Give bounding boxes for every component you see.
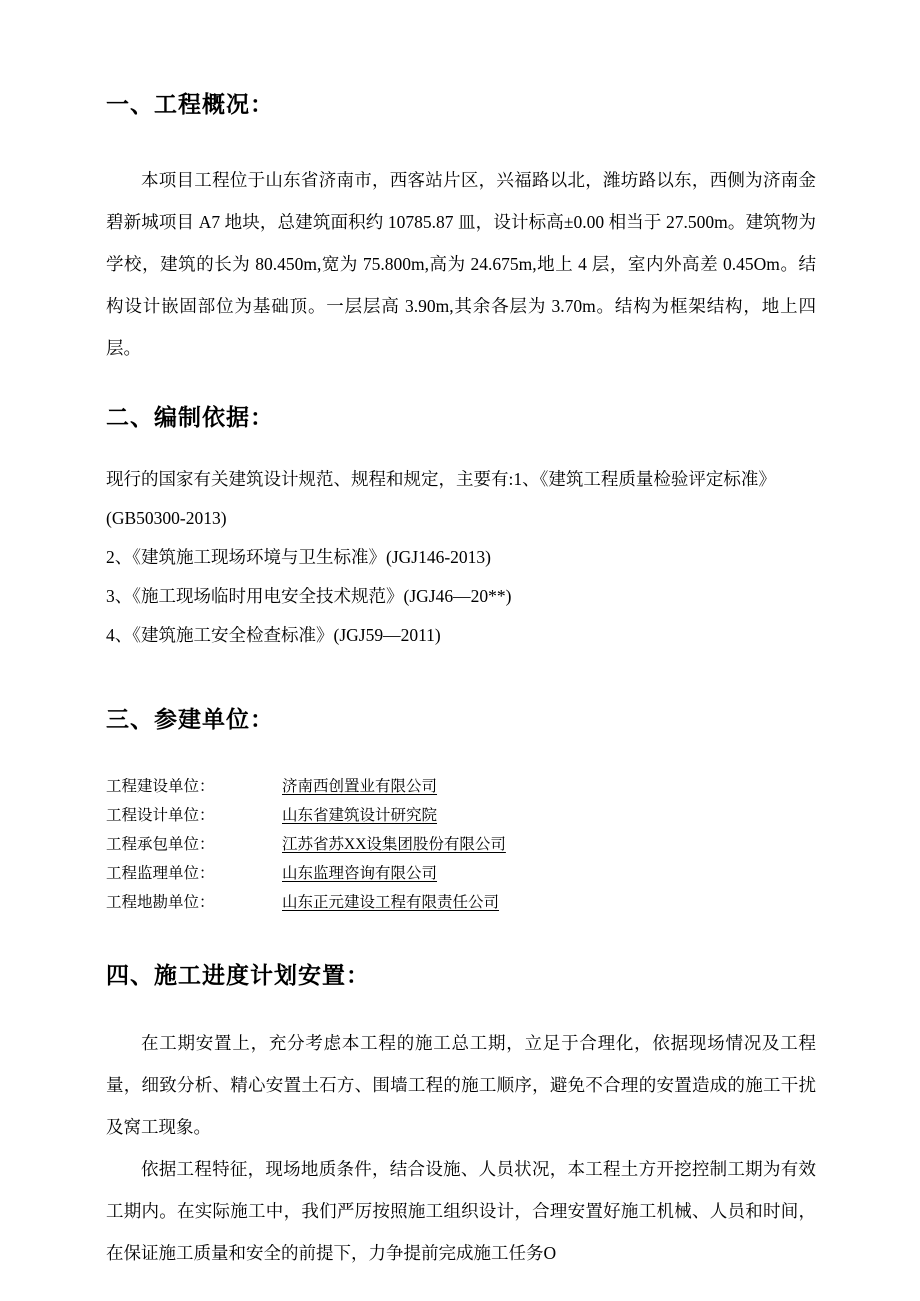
unit-label: 工程承包单位：	[106, 836, 215, 853]
project-overview-paragraph: 本项目工程位于山东省济南市，西客站片区，兴福路以北，潍坊路以东，西侧为济南金碧新城项目 A7 地块，总建筑面积约 10785.87 皿，设计标高±0.00 相当于 27.500m。建筑物为学校，建筑的长为 80.450m,宽为 75.800m,高为 24.675m,地上 4 层，室内外高差 0.45Om。结构设计嵌固部位为基础顶。一层层高 3.90m,其余各层为 3.70m。结构为框架结构，地上四层。	[106, 170, 816, 358]
unit-label: 工程地勘单位：	[106, 894, 215, 911]
unit-row-contractor	[106, 830, 816, 859]
unit-value: 山东省建筑设计研究院	[282, 807, 438, 824]
section-heading-compilation-basis: 二、编制依据：	[106, 405, 274, 430]
unit-row-geotechnical	[106, 888, 816, 917]
schedule-paragraph-1: 在工期安置上，充分考虑本工程的施工总工期，立足于合理化，依据现场情况及工程量，细致分析、精心安置土石方、围墙工程的施工顺序，避免不合理的安置造成的施工干扰及窝工现象。	[106, 1033, 816, 1137]
unit-row-construction	[106, 772, 816, 801]
reference-line-2: (GB50300-2013)	[106, 508, 227, 528]
unit-label: 工程设计单位：	[106, 807, 215, 824]
section-heading-schedule-plan: 四、施工进度计划安置：	[106, 963, 370, 988]
unit-value: 济南西创置业有限公司	[282, 778, 438, 795]
reference-line-1: 现行的国家有关建筑设计规范、规程和规定，主要有:1、《建筑工程质量检验评定标准》	[106, 469, 776, 489]
unit-label: 工程建设单位：	[106, 778, 215, 795]
reference-line-3: 2、《建筑施工现场环境与卫生标准》(JGJ146-2013)	[106, 547, 491, 567]
unit-value: 江苏省苏XX设集团股份有限公司	[282, 836, 506, 853]
section-heading-project-overview: 一、工程概况：	[106, 92, 274, 117]
section-heading-participating-units: 三、参建单位：	[106, 707, 274, 732]
unit-label: 工程监理单位：	[106, 865, 215, 882]
reference-line-4: 3、《施工现场临时用电安全技术规范》(JGJ46—20**)	[106, 586, 512, 606]
schedule-paragraph-2: 依据工程特征，现场地质条件，结合设施、人员状况，本工程土方开挖控制工期为有效工期内。在实际施工中，我们严厉按照施工组织设计，合理安置好施工机械、人员和时间，在保证施工质量和安全的前提下，力争提前完成施工任务O	[106, 1159, 816, 1263]
reference-line-5: 4、《建筑施工安全检查标准》(JGJ59—2011)	[106, 625, 441, 645]
unit-value: 山东正元建设工程有限责任公司	[282, 894, 500, 911]
unit-value: 山东监理咨询有限公司	[282, 865, 438, 882]
unit-row-design	[106, 801, 816, 830]
unit-row-supervision	[106, 859, 816, 888]
